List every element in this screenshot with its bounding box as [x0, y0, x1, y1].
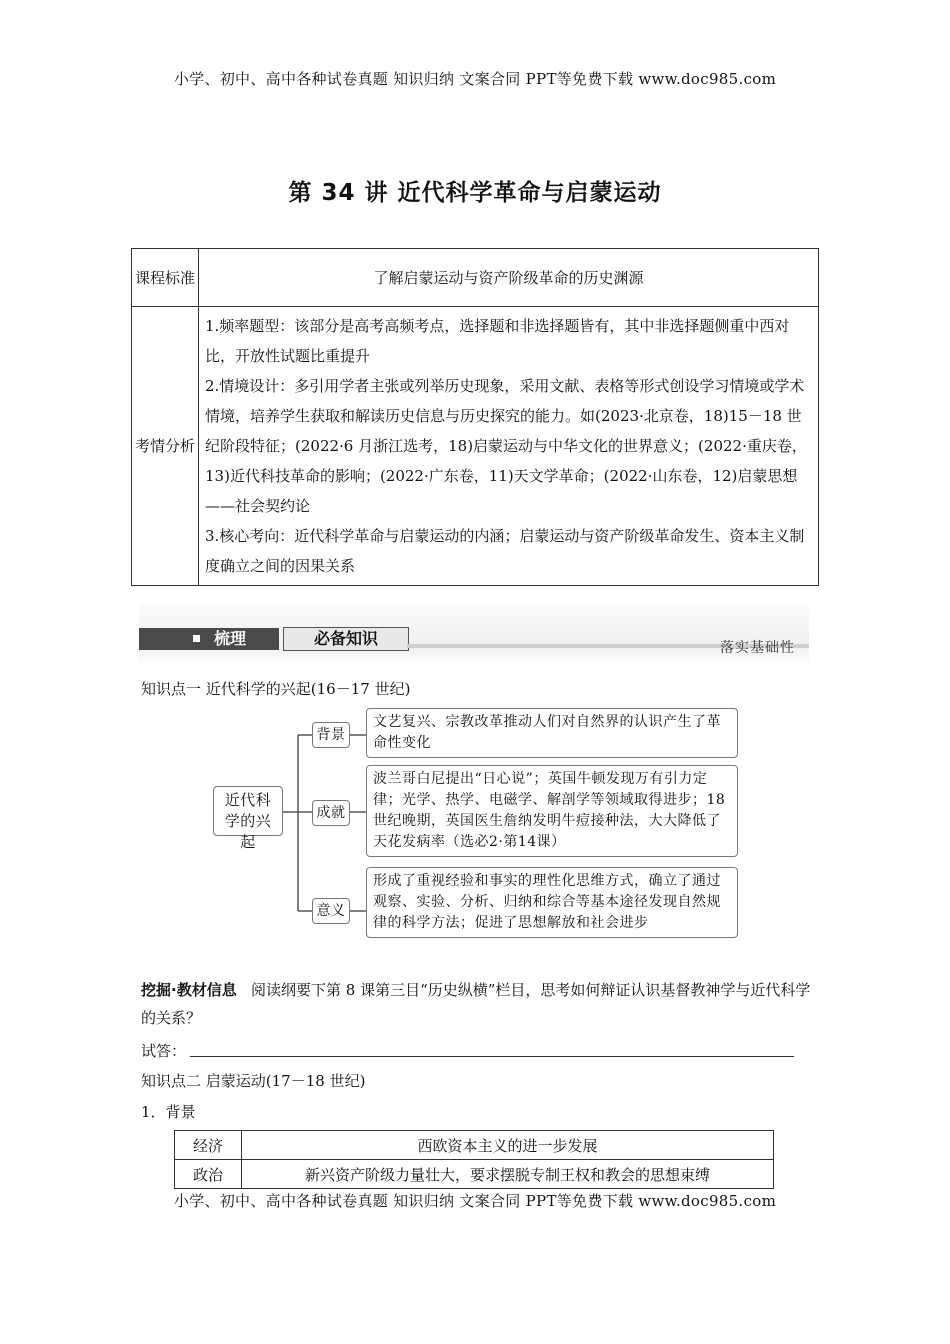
banner-dark-text: 梳理 — [214, 629, 247, 648]
analysis-core: 3.核心考向：近代科学革命与启蒙运动的内涵；启蒙运动与资产阶级革命发生、资本主义制度确立之间的因果关系 — [205, 527, 805, 575]
banner-right-label: 落实基础性 — [720, 640, 795, 656]
dig-paragraph — [141, 976, 821, 1032]
tag-achievement: 成就 — [312, 800, 350, 826]
analysis-frequency: 1.频率题型：该部分是高考高频考点，选择题和非选择题皆有，其中非选择题侧重中西对比，开放性试题比重提升 — [205, 317, 790, 365]
page-title: 第 34 讲 近代科学革命与启蒙运动 — [288, 180, 662, 206]
table-row — [175, 1160, 774, 1189]
background-table — [174, 1130, 774, 1189]
table-row — [175, 1131, 774, 1160]
table-cell-key: 政治 — [175, 1160, 242, 1189]
table-cell-value: 西欧资本主义的进一步发展 — [242, 1131, 774, 1160]
dig-label: 挖掘·教材信息 — [141, 981, 237, 999]
table-cell-value: 新兴资产阶级力量壮大，要求摆脱专制王权和教会的思想束缚 — [242, 1160, 774, 1189]
page-header: 小学、初中、高中各种试卷真题 知识归纳 文案合同 PPT等免费下载 www.doc985.com — [173, 70, 777, 88]
dig-text: 阅读纲要下第 8 课第三目“历史纵横”栏目，思考如何辩证认识基督教神学与近代科学的关系？ — [141, 981, 811, 1027]
answer-label: 试答： — [141, 1042, 187, 1060]
page-footer: 小学、初中、高中各种试卷真题 知识归纳 文案合同 PPT等免费下载 www.doc985.com — [173, 1192, 777, 1210]
banner-light-label: 必备知识 — [283, 627, 409, 651]
achievement-box: 波兰哥白尼提出“日心说”；英国牛顿发现万有引力定律；光学、热学、电磁学、解剖学等领域取得进步；18世纪晚期，英国医生詹纳发明牛痘接种法，大大降低了天花发病率（选必2·第14课） — [366, 765, 738, 857]
significance-box: 形成了重视经验和事实的理性化思维方式，确立了通过观察、实验、分析、归纳和综合等基本途径发现自然规律的科学方法；促进了思想解放和社会进步 — [366, 867, 738, 938]
tag-significance: 意义 — [312, 898, 350, 924]
course-standard-content: 了解启蒙运动与资产阶级革命的历史渊源 — [199, 249, 819, 307]
mindmap-root: 近代科学的兴起 — [213, 786, 283, 836]
table-cell-key: 经济 — [175, 1131, 242, 1160]
analysis-context: 2.情境设计：多引用学者主张或列举历史现象，采用文献、表格等形式创设学习情境或学术情境，培养学生获取和解读历史信息与历史探究的能力。如(2023·北京卷，18)15－18 世纪阶段特征；(2022·6 月浙江选考，18)启蒙运动与中华文化的世界意义；(2022·重庆卷，13)近代科技革命的影响；(2022·广东卷，11)天文学革命；(2022·山东卷，12)启蒙思想——社会契约论 — [205, 377, 807, 515]
course-standard-label: 课程标准 — [132, 249, 199, 307]
answer-line[interactable] — [190, 1056, 794, 1057]
knowledge2-heading: 知识点二 启蒙运动(17－18 世纪) — [141, 1072, 366, 1090]
exam-analysis-label: 考情分析 — [132, 307, 199, 586]
tag-background: 背景 — [312, 722, 350, 748]
background-box: 文艺复兴、宗教改革推动人们对自然界的认识产生了革命性变化 — [366, 708, 738, 758]
background-subheading: 1．背景 — [141, 1103, 196, 1121]
knowledge1-heading: 知识点一 近代科学的兴起(16－17 世纪) — [141, 680, 411, 698]
